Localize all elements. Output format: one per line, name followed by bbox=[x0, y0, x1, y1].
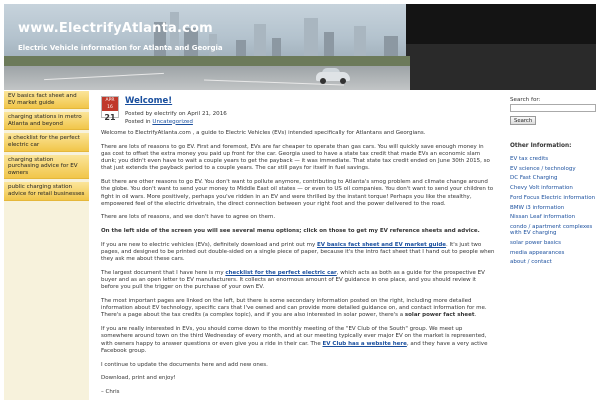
search-input[interactable] bbox=[510, 104, 596, 112]
date-badge bbox=[101, 96, 119, 122]
link-media-appearances[interactable] bbox=[510, 250, 598, 256]
left-menu-checklist[interactable]: a checklist for the perfect electric car bbox=[4, 133, 89, 151]
post-paragraph: There are lots of reasons to go EV. First and foremost, EVs are far cheaper to operate than gas cars. You will quickly save enough money in gas cost to offset the extra money you paid up front for the car. Georgia used to have a state tax credit that made EVs an economic slam dunk; you didn't even have to wait a couple years to get the payback — it was immediate. That state tax credit ended on June 30th 2015, so that just extends the payback period to a couple years. The car still pays for itself in fuel savings. bbox=[101, 143, 490, 172]
p6-text-a: If you are new to electric vehicles (EVs), definitely download and print out my bbox=[101, 241, 317, 248]
link-label: EV tax credits bbox=[510, 156, 549, 162]
posted-in-label: Posted in bbox=[125, 118, 151, 125]
p9-text-a: If you are really interested in EVs, you should come down to the monthly meeting of the "EV Club of the South" group. We meet up somewhere around town on the third Wednesday of every month, and at our meeting typically ever major EV on the market is represented, with owners happy to answer questions or even give you a ride in their car. The bbox=[101, 326, 487, 347]
link-label: about / contact bbox=[510, 259, 552, 266]
post-paragraph: There are lots of reasons, and we don't have to agree on them. bbox=[101, 214, 276, 221]
link-label: Nissan Leaf information bbox=[510, 214, 576, 221]
ev-basics-link[interactable]: EV basics fact sheet and EV market guide bbox=[316, 241, 447, 248]
other-info-title: Other Information: bbox=[510, 143, 572, 149]
link-dc-fast-charging[interactable] bbox=[510, 175, 598, 181]
left-menu-charging-stations[interactable]: charging stations in metro Atlanta and beyond bbox=[4, 112, 89, 130]
link-label: media appearances bbox=[510, 249, 565, 256]
left-sidebar bbox=[4, 91, 89, 400]
link-ev-science[interactable] bbox=[510, 166, 598, 172]
post-paragraph: But there are other reasons to go EV. You don't want to pollute anymore, contributing to Atlanta's smog problem and climate change around the globe. You don't want to send your money to Middle East oil states — or even to US oil companies. You don't want to send your children to fight in oil wars. More positively, perhaps you've ridden in an EV and were thrilled by the instant torque! Perhaps you like the stealthy, empowered feel of the electric drivetrain, the direct connection between your right foot and the power delivered to the road. bbox=[101, 179, 494, 207]
link-bmw-i3[interactable] bbox=[510, 205, 598, 211]
p7-text-b: , which acts as both as a guide for the prospective EV buyer and as an open letter to EV manufacturers. It collects an enormous amount of EV guidance in one place, and you should review it before you pull the trigger on the purchase of your own EV. bbox=[101, 269, 485, 291]
link-ev-tax-credits[interactable] bbox=[510, 156, 598, 162]
post-paragraph: I continue to update the documents here and add new ones. bbox=[101, 361, 268, 368]
main-content bbox=[99, 93, 497, 400]
post-paragraph: Download, print and enjoy! bbox=[101, 375, 176, 382]
post-title[interactable]: Welcome! bbox=[125, 96, 173, 106]
site-header bbox=[4, 4, 596, 90]
search-button[interactable]: Search bbox=[510, 116, 536, 125]
p9-text-b: , and they have a very active Facebook group. bbox=[101, 340, 488, 354]
post-body bbox=[101, 130, 495, 400]
checklist-link[interactable]: checklist for the perfect electric car bbox=[225, 269, 337, 276]
site-tagline: Electric Vehicle information for Atlanta and Georgia bbox=[18, 44, 223, 52]
link-label: Ford Focus Electric information bbox=[510, 194, 596, 201]
post-paragraph: Welcome to ElectrifyAtlanta.com , a guide to Electric Vehicles (EVs) intended specifically for Atlantans and Georgians. bbox=[101, 130, 426, 136]
post-meta bbox=[125, 111, 227, 126]
solar-fact-sheet-text: solar power fact sheet bbox=[404, 312, 475, 319]
link-label: condo / apartment complexes with EV charging bbox=[510, 223, 593, 237]
link-nissan-leaf[interactable] bbox=[510, 214, 598, 220]
header-dark-band bbox=[406, 4, 596, 44]
link-label: EV science / technology bbox=[510, 165, 576, 172]
link-label: BMW i3 information bbox=[510, 204, 565, 211]
link-label: solar power basics bbox=[510, 240, 562, 247]
category-link[interactable]: Uncategorized bbox=[152, 118, 193, 125]
post-category-line bbox=[125, 119, 227, 127]
site-title[interactable]: www.ElectrifyAtlanta.com bbox=[18, 21, 213, 36]
left-menu-purchasing-advice[interactable]: charging station purchasing advice for EV owners bbox=[4, 155, 89, 180]
link-ford-focus[interactable] bbox=[510, 195, 598, 201]
post-paragraph bbox=[101, 270, 495, 292]
ev-club-link[interactable]: EV Club has a website here bbox=[322, 340, 407, 347]
post-paragraph bbox=[101, 326, 495, 355]
other-info-list bbox=[510, 156, 598, 269]
link-solar-power[interactable] bbox=[510, 240, 598, 246]
post-author-date: Posted by electrify on April 21, 2016 bbox=[125, 111, 227, 117]
post-paragraph bbox=[101, 298, 495, 320]
post-paragraph-bold: On the left side of the screen you will see several menu options; click on those to get my EV reference sheets and advice. bbox=[101, 228, 480, 235]
link-condo-charging[interactable] bbox=[510, 224, 598, 237]
p8-text-b: . bbox=[474, 312, 477, 319]
link-chevy-volt[interactable] bbox=[510, 185, 598, 191]
link-label: DC Fast Charging bbox=[510, 175, 558, 182]
left-menu-retail-advice[interactable]: public charging station advice for retail businesses bbox=[4, 182, 89, 200]
p7-text-a: The largest document that I have here is my bbox=[101, 269, 226, 276]
date-month: APR 16 bbox=[102, 97, 118, 111]
car-wheel bbox=[320, 78, 326, 84]
car-wheel bbox=[340, 78, 346, 84]
link-about-contact[interactable] bbox=[510, 259, 598, 265]
search-label: Search for: bbox=[510, 97, 541, 103]
p6-text-b: . It's just two pages, and designed to be printed out double-sided on a single piece of paper, because it's the intro fact sheet that I hand out to people when they ask me about these cars. bbox=[101, 241, 495, 263]
right-sidebar bbox=[508, 93, 598, 400]
date-day: 21 bbox=[104, 113, 116, 122]
left-menu-ev-basics[interactable]: EV basics fact sheet and EV market guide bbox=[4, 91, 89, 109]
p8-text-a: The most important pages are linked on the left, but there is some secondary information posted on the right, including more detailed information about EV technology, specific cars that I've owned and can provide more detailed guidance on, and contact information for me. There's a page about the tax credits (a complex topic), and if you are also interested in solar power, there's a bbox=[101, 297, 487, 319]
link-label: Chevy Volt information bbox=[510, 185, 573, 192]
post-signature: – Chris bbox=[101, 388, 120, 395]
post-paragraph bbox=[101, 242, 495, 264]
skyline-building bbox=[170, 12, 179, 62]
